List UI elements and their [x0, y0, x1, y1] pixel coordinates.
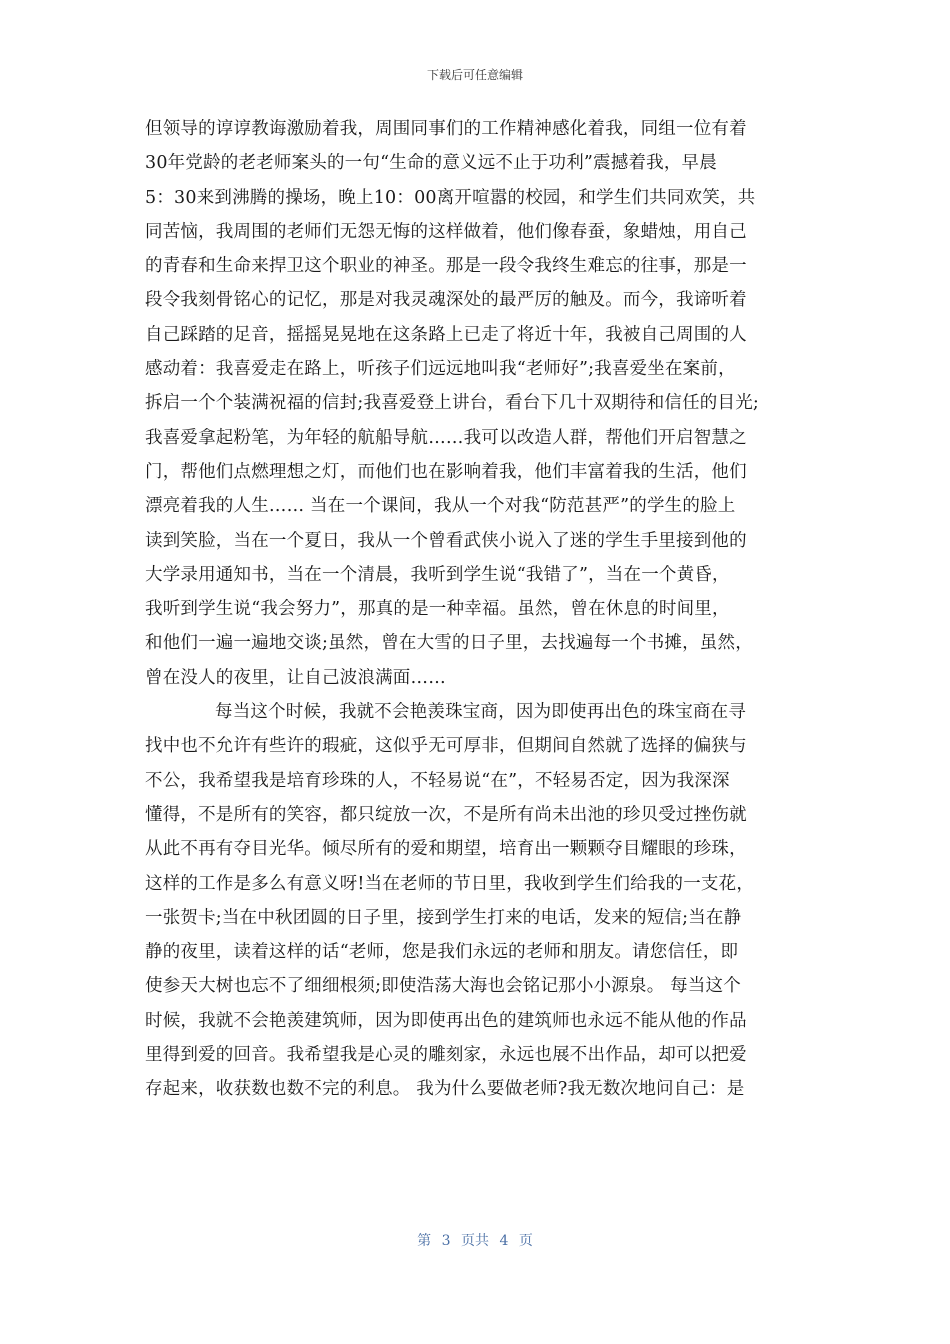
text-line-17: 曾在没人的夜里，让自己波浪满面……: [145, 667, 446, 688]
text-line-20: 不公，我希望我是培育珍珠的人，不轻易说“在”，不轻易否定，因为我深深: [145, 770, 730, 791]
page-header-note: 下载后可任意编辑: [426, 68, 523, 82]
text-line-23: 这样的工作是多么有意义呀!当在老师的节日里，我收到学生们给我的一支花，: [145, 873, 755, 894]
text-line-27: 时候，我就不会艳羡建筑师，因为即使再出色的建筑师也永远不能从他的作品: [145, 1010, 747, 1031]
footer-prefix: 第: [417, 1233, 432, 1249]
text-line-15: 我听到学生说“我会努力”，那真的是一种幸福。虽然，曾在休息的时间里，: [145, 599, 730, 620]
footer-suffix: 页: [518, 1233, 533, 1249]
text-line-7: 自己踩踏的足音，摇摇晃晃地在这条路上已走了将近十年，我被自己周围的人: [145, 324, 747, 345]
total-page-count: 4: [499, 1233, 509, 1249]
current-page-number: 3: [441, 1233, 451, 1249]
text-line-12: 漂亮着我的人生…… 当在一个课间，我从一个对我“防范甚严”的学生的脸上: [145, 496, 736, 517]
document-body: [145, 112, 807, 1107]
text-line-14: 大学录用通知书，当在一个清晨，我听到学生说“我错了”，当在一个黄昏，: [145, 564, 730, 585]
text-line-28: 里得到爱的回音。我希望我是心灵的雕刻家，永远也展不出作品，却可以把爱: [145, 1045, 747, 1066]
text-line-18-paragraph-start: 每当这个时候，我就不会艳羡珠宝商，因为即使再出色的珠宝商在寻: [215, 702, 746, 723]
text-line-25: 静的夜里，读着这样的话“老师，您是我们永远的老师和朋友。请您信任，即: [145, 942, 739, 963]
text-line-8: 感动着：我喜爱走在路上，听孩子们远远地叫我“老师好”;我喜爱坐在案前，: [145, 359, 736, 380]
text-line-26: 使参天大树也忘不了细细根须;即使浩荡大海也会铭记那小小源泉。 每当这个: [145, 976, 741, 997]
text-line-19: 找中也不允许有些许的瑕疵，这似乎无可厚非，但期间自然就了选择的偏狭与: [145, 736, 747, 757]
footer-middle: 页共: [461, 1233, 489, 1249]
text-line-4: 同苦恼，我周围的老师们无怨无悔的这样做着，他们像春蚕，象蜡烛，用自己: [145, 221, 747, 242]
page-number-footer: [0, 1230, 950, 1250]
text-line-13: 读到笑脸，当在一个夏日，我从一个曾看武侠小说入了迷的学生手里接到他的: [145, 530, 747, 551]
text-line-3: 5：30来到沸腾的操场，晚上10：00离开喧嚣的校园，和学生们共同欢笑，共: [145, 187, 756, 208]
text-line-1: 但领导的谆谆教诲激励着我，周围同事们的工作精神感化着我，同组一位有着: [145, 119, 747, 139]
text-line-29: 存起来，收获数也数不完的利息。 我为什么要做老师?我无数次地问自己：是: [145, 1079, 745, 1100]
text-line-24: 一张贺卡;当在中秋团圆的日子里，接到学生打来的电话，发来的短信;当在静: [145, 907, 742, 928]
text-line-22: 从此不再有夺目光华。倾尽所有的爱和期望，培育出一颗颗夺目耀眼的珍珠，: [145, 839, 747, 860]
text-line-10: 我喜爱拿起粉笔，为年轻的航船导航……我可以改造人群，帮他们开启智慧之: [145, 427, 747, 448]
text-line-9: 拆启一个个装满祝福的信封;我喜爱登上讲台，看台下几十双期待和信任的目光;: [145, 393, 759, 414]
text-line-5: 的青春和生命来捍卫这个职业的神圣。那是一段令我终生难忘的往事，那是一: [145, 256, 747, 277]
text-line-21: 懂得，不是所有的笑容，都只绽放一次，不是所有尚未出池的珍贝受过挫伤就: [145, 804, 747, 825]
text-line-2: 30年党龄的老老师案头的一句“生命的意义远不止于功利”震撼着我，早晨: [145, 153, 717, 174]
text-line-16: 和他们一遍一遍地交谈;虽然，曾在大雪的日子里，去找遍每一个书摊，虽然，: [145, 633, 753, 654]
text-line-11: 门，帮他们点燃理想之灯，而他们也在影响着我，他们丰富着我的生活，他们: [145, 461, 747, 482]
text-line-6: 段令我刻骨铭心的记忆，那是对我灵魂深处的最严厉的触及。而今，我谛听着: [145, 290, 747, 311]
